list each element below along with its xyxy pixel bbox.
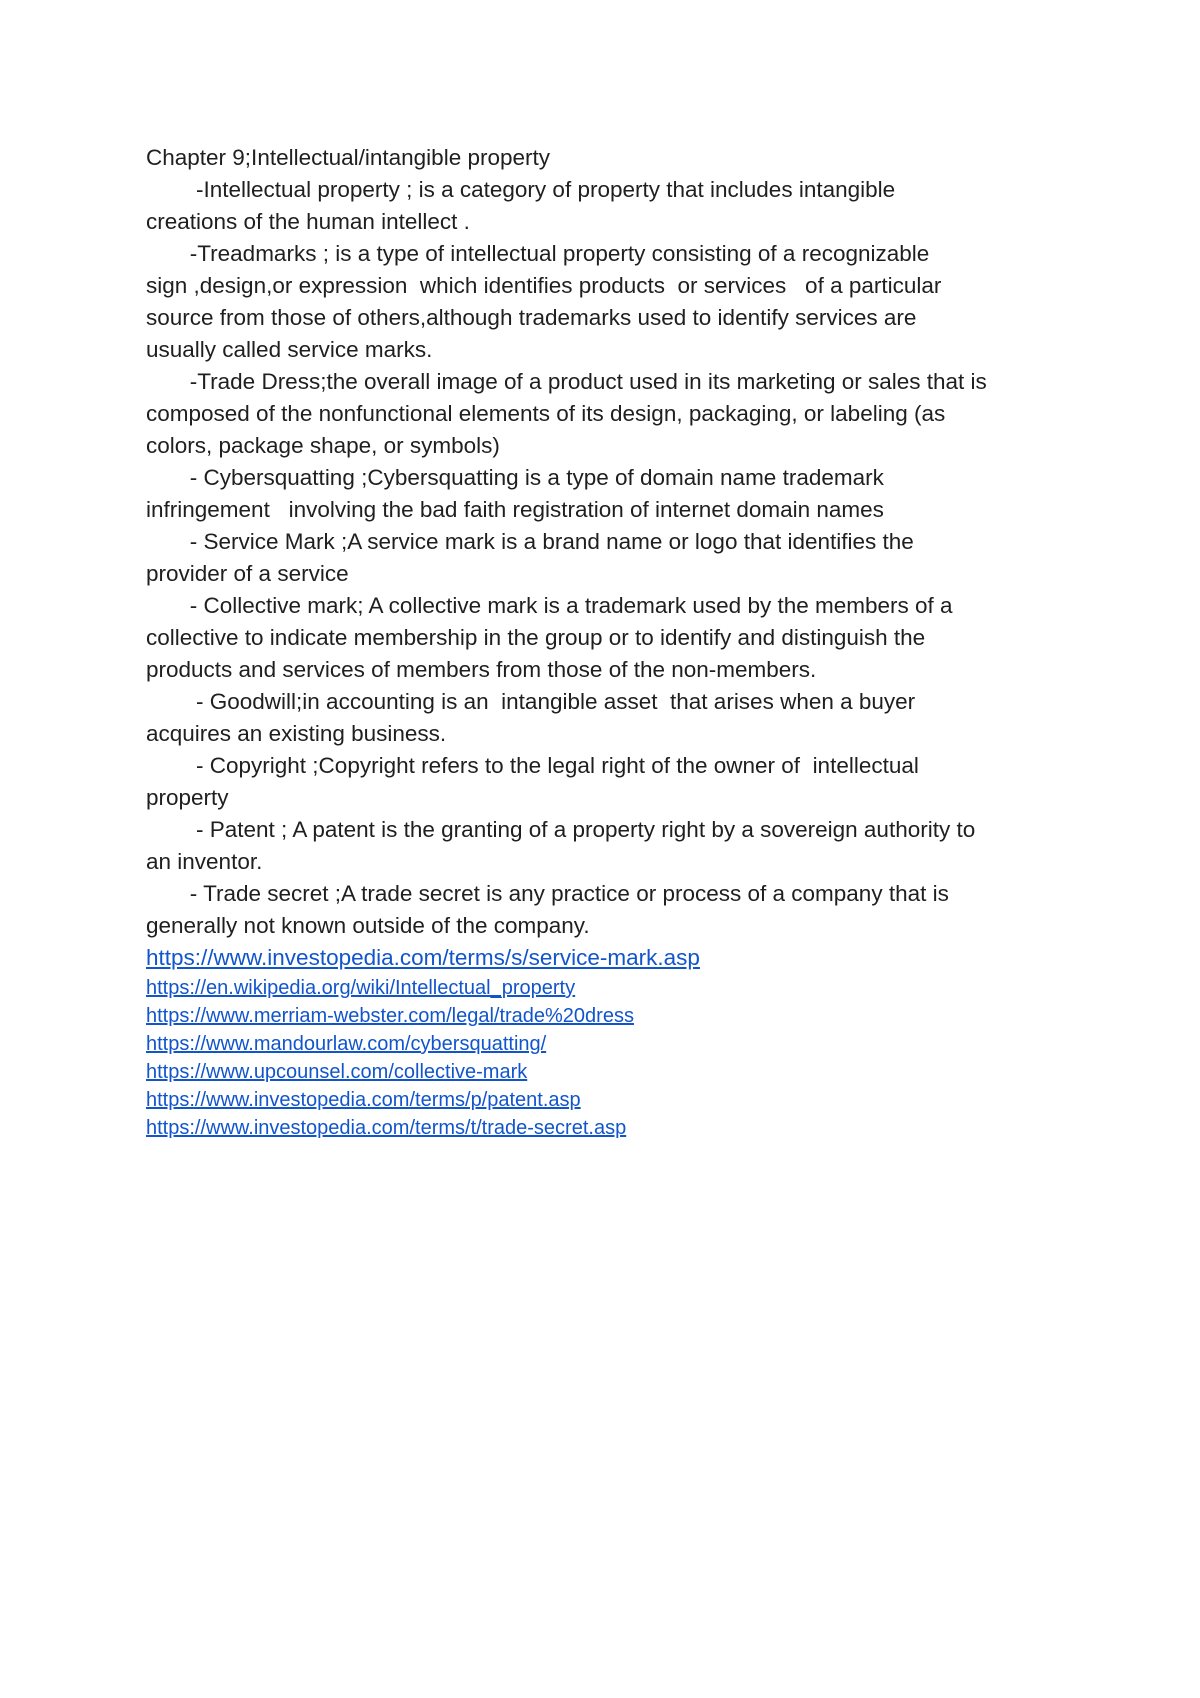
reference-link-trade-dress[interactable]: https://www.merriam-webster.com/legal/trade%20dress (146, 1005, 634, 1027)
reference-link-cybersquatting[interactable]: https://www.mandourlaw.com/cybersquatting/ (146, 1033, 547, 1055)
entry-line: infringement involving the bad faith registration of internet domain names (146, 497, 884, 522)
entry-line: sign ,design,or expression which identifies products or services of a particular (146, 273, 942, 298)
entry-line: colors, package shape, or symbols) (146, 433, 500, 458)
entry-line: - Cybersquatting ;Cybersquatting is a type of domain name trademark (146, 465, 884, 490)
entry-patent (146, 814, 1076, 878)
entry-line: -Intellectual property ; is a category of property that includes intangible (146, 177, 896, 202)
reference-link-service-mark[interactable]: https://www.investopedia.com/terms/s/service-mark.asp (146, 945, 700, 970)
entry-line: - Trade secret ;A trade secret is any practice or process of a company that is (146, 881, 949, 906)
entry-line: creations of the human intellect . (146, 209, 470, 234)
entry-intellectual-property (146, 174, 1076, 238)
entry-line: products and services of members from those of the non-members. (146, 657, 817, 682)
document-body (146, 142, 1076, 1142)
entry-trademarks (146, 238, 1076, 366)
reference-link-collective-mark[interactable]: https://www.upcounsel.com/collective-mark (146, 1061, 528, 1083)
entry-line: an inventor. (146, 849, 263, 874)
entry-line: property (146, 785, 229, 810)
entry-copyright (146, 750, 1076, 814)
entry-line: - Copyright ;Copyright refers to the legal right of the owner of intellectual (146, 753, 919, 778)
entry-line: composed of the nonfunctional elements of its design, packaging, or labeling (as (146, 401, 946, 426)
entry-line: collective to indicate membership in the group or to identify and distinguish the (146, 625, 926, 650)
entry-line: provider of a service (146, 561, 349, 586)
entry-cybersquatting (146, 462, 1076, 526)
entry-line: - Goodwill;in accounting is an intangible asset that arises when a buyer (146, 689, 916, 714)
entry-line: - Collective mark; A collective mark is a trademark used by the members of a (146, 593, 953, 618)
entry-line: -Treadmarks ; is a type of intellectual property consisting of a recognizable (146, 241, 930, 266)
reference-link-trade-secret[interactable]: https://www.investopedia.com/terms/t/trade-secret.asp (146, 1117, 627, 1139)
entry-trade-dress (146, 366, 1076, 462)
reference-link-patent[interactable]: https://www.investopedia.com/terms/p/patent.asp (146, 1089, 581, 1111)
chapter-title: Chapter 9;Intellectual/intangible property (146, 145, 551, 170)
entry-line: -Trade Dress;the overall image of a product used in its marketing or sales that is (146, 369, 987, 394)
entry-line: usually called service marks. (146, 337, 433, 362)
entry-goodwill (146, 686, 1076, 750)
reference-link-intellectual-property[interactable]: https://en.wikipedia.org/wiki/Intellectual_property (146, 977, 576, 999)
entry-line: - Service Mark ;A service mark is a brand name or logo that identifies the (146, 529, 914, 554)
entry-collective-mark (146, 590, 1076, 686)
entry-trade-secret (146, 878, 1076, 942)
entry-line: source from those of others,although trademarks used to identify services are (146, 305, 917, 330)
reference-links (146, 942, 1076, 1142)
entry-line: acquires an existing business. (146, 721, 447, 746)
entry-line: - Patent ; A patent is the granting of a property right by a sovereign authority to (146, 817, 976, 842)
entry-line: generally not known outside of the company. (146, 913, 590, 938)
entry-service-mark (146, 526, 1076, 590)
